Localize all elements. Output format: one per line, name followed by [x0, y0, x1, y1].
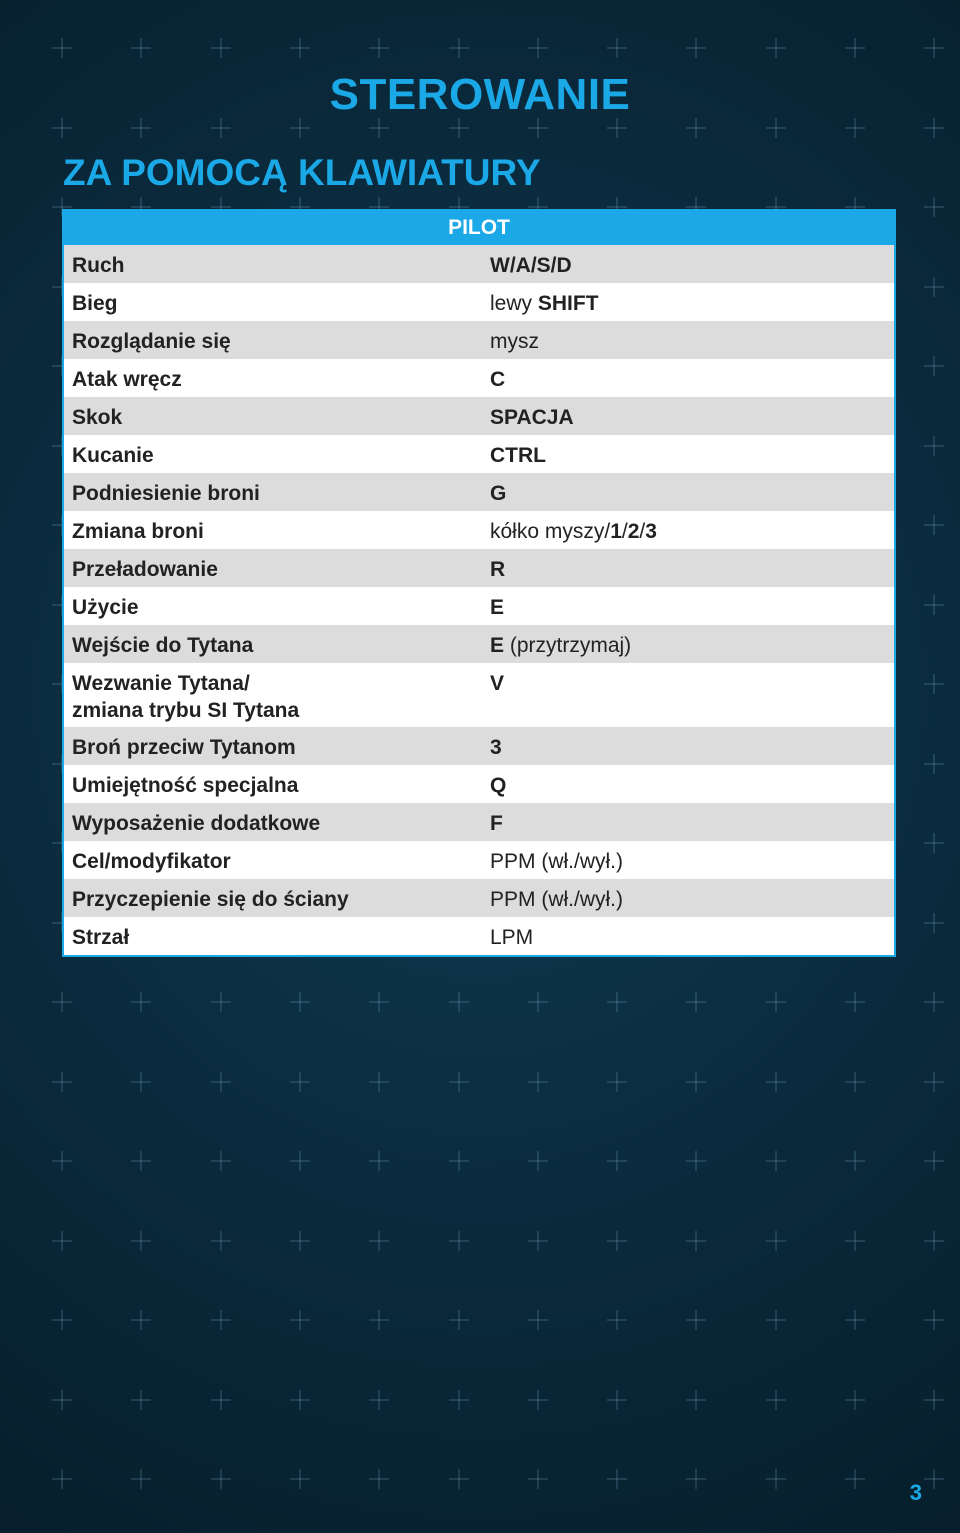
grid-cross-icon — [924, 1072, 944, 1092]
grid-cross-icon — [52, 1310, 72, 1330]
action-label: Skok — [72, 406, 123, 429]
grid-cross-icon — [528, 1072, 548, 1092]
key-binding — [482, 765, 894, 803]
action-label: Cel/modyfikator — [72, 850, 231, 873]
action-label: Przeładowanie — [72, 558, 218, 581]
grid-cross-icon — [449, 1469, 469, 1489]
grid-cross-icon — [290, 1151, 310, 1171]
key-binding-part: kółko myszy/ — [490, 520, 611, 543]
key-binding-part: V — [490, 672, 505, 695]
table-row — [64, 803, 894, 841]
key-binding — [482, 397, 894, 435]
key-binding-part: 2 — [627, 520, 640, 543]
grid-cross-icon — [528, 992, 548, 1012]
action-label: Umiejętność specjalna — [72, 774, 299, 797]
grid-cross-icon — [369, 1390, 389, 1410]
grid-cross-icon — [607, 1310, 627, 1330]
grid-cross-icon — [528, 1151, 548, 1171]
table-row — [64, 879, 894, 917]
grid-cross-icon — [449, 992, 469, 1012]
grid-cross-icon — [766, 992, 786, 1012]
table-row — [64, 765, 894, 803]
grid-cross-icon — [369, 1072, 389, 1092]
grid-cross-icon — [607, 1072, 627, 1092]
grid-cross-icon — [924, 1151, 944, 1171]
grid-cross-icon — [924, 1231, 944, 1251]
grid-cross-icon — [449, 38, 469, 58]
grid-cross-icon — [845, 1072, 865, 1092]
grid-cross-icon — [52, 1469, 72, 1489]
grid-cross-icon — [449, 1390, 469, 1410]
grid-cross-icon — [131, 1151, 151, 1171]
key-binding-part: G — [490, 482, 507, 505]
table-header: PILOT — [64, 211, 894, 245]
grid-cross-icon — [369, 1151, 389, 1171]
table-row — [64, 397, 894, 435]
grid-cross-icon — [766, 1310, 786, 1330]
key-binding — [482, 587, 894, 625]
grid-cross-icon — [924, 754, 944, 774]
table-body — [64, 245, 894, 955]
grid-cross-icon — [131, 1390, 151, 1410]
grid-cross-icon — [607, 118, 627, 138]
key-binding — [482, 283, 894, 321]
grid-cross-icon — [845, 118, 865, 138]
table-row — [64, 435, 894, 473]
grid-cross-icon — [211, 1310, 231, 1330]
table-row — [64, 587, 894, 625]
table-row — [64, 473, 894, 511]
grid-cross-icon — [766, 1072, 786, 1092]
action-label: Podniesienie broni — [72, 482, 260, 505]
grid-cross-icon — [845, 1151, 865, 1171]
grid-cross-icon — [607, 38, 627, 58]
key-binding — [482, 435, 894, 473]
table-row — [64, 917, 894, 955]
grid-cross-icon — [211, 1151, 231, 1171]
grid-cross-icon — [528, 1469, 548, 1489]
key-binding-part: SPACJA — [490, 406, 574, 429]
key-binding-part: PPM (wł./wył.) — [490, 888, 623, 911]
action-label: Bieg — [72, 292, 118, 315]
grid-cross-icon — [52, 38, 72, 58]
action-label: Rozglądanie się — [72, 330, 231, 353]
grid-cross-icon — [686, 118, 706, 138]
key-binding-part: 1 — [610, 520, 622, 543]
grid-cross-icon — [607, 1231, 627, 1251]
grid-cross-icon — [52, 1151, 72, 1171]
key-binding — [482, 841, 894, 879]
grid-cross-icon — [449, 1151, 469, 1171]
grid-cross-icon — [131, 1469, 151, 1489]
table-row — [64, 245, 894, 283]
action-label: Wezwanie Tytana/ zmiana trybu SI Tytana — [72, 672, 300, 722]
key-binding — [482, 511, 894, 549]
grid-cross-icon — [211, 1390, 231, 1410]
grid-cross-icon — [766, 1390, 786, 1410]
key-binding — [482, 727, 894, 765]
grid-cross-icon — [290, 1310, 310, 1330]
grid-cross-icon — [766, 1469, 786, 1489]
grid-cross-icon — [211, 1072, 231, 1092]
grid-cross-icon — [607, 1151, 627, 1171]
grid-cross-icon — [924, 1469, 944, 1489]
key-binding-part: LPM — [490, 926, 534, 949]
grid-cross-icon — [845, 1231, 865, 1251]
key-binding-part: CTRL — [490, 444, 546, 467]
action-label: Wyposażenie dodatkowe — [72, 812, 321, 835]
grid-cross-icon — [607, 992, 627, 1012]
grid-cross-icon — [924, 197, 944, 217]
key-binding-part: 3 — [490, 736, 502, 759]
grid-cross-icon — [290, 1072, 310, 1092]
grid-cross-icon — [449, 1072, 469, 1092]
action-label: Użycie — [72, 596, 139, 619]
grid-cross-icon — [290, 1390, 310, 1410]
grid-cross-icon — [924, 118, 944, 138]
grid-cross-icon — [131, 992, 151, 1012]
action-label: Ruch — [72, 254, 125, 277]
grid-cross-icon — [211, 1231, 231, 1251]
table-row — [64, 625, 894, 663]
grid-cross-icon — [528, 1231, 548, 1251]
grid-cross-icon — [686, 1231, 706, 1251]
grid-cross-icon — [52, 1390, 72, 1410]
grid-cross-icon — [131, 1231, 151, 1251]
table-row — [64, 321, 894, 359]
controls-table — [62, 209, 896, 957]
table-row — [64, 549, 894, 587]
grid-cross-icon — [845, 992, 865, 1012]
key-binding — [482, 245, 894, 283]
grid-cross-icon — [766, 1151, 786, 1171]
grid-cross-icon — [528, 118, 548, 138]
grid-cross-icon — [766, 38, 786, 58]
grid-cross-icon — [924, 913, 944, 933]
grid-cross-icon — [211, 1469, 231, 1489]
key-binding-part: lewy — [490, 292, 538, 315]
grid-cross-icon — [449, 118, 469, 138]
grid-cross-icon — [924, 38, 944, 58]
key-binding-part: C — [490, 368, 506, 391]
action-label: Wejście do Tytana — [72, 634, 254, 657]
grid-cross-icon — [845, 1469, 865, 1489]
grid-cross-icon — [290, 1231, 310, 1251]
key-binding — [482, 473, 894, 511]
key-binding-part: (przytrzymaj) — [504, 634, 632, 657]
key-binding-part: 3 — [645, 520, 657, 543]
grid-cross-icon — [924, 436, 944, 456]
key-binding-part: SHIFT — [537, 292, 599, 315]
grid-cross-icon — [449, 1231, 469, 1251]
grid-cross-icon — [131, 118, 151, 138]
key-binding-part: E — [490, 634, 505, 657]
grid-cross-icon — [686, 992, 706, 1012]
grid-cross-icon — [924, 1310, 944, 1330]
page-number: 3 — [909, 1480, 922, 1505]
key-binding-part: / — [639, 520, 646, 543]
key-binding — [482, 549, 894, 587]
grid-cross-icon — [924, 356, 944, 376]
grid-cross-icon — [686, 1469, 706, 1489]
grid-cross-icon — [528, 1310, 548, 1330]
table-row — [64, 727, 894, 765]
grid-cross-icon — [528, 1390, 548, 1410]
grid-cross-icon — [211, 118, 231, 138]
key-binding-part: Q — [490, 774, 507, 797]
grid-cross-icon — [766, 118, 786, 138]
grid-cross-icon — [528, 38, 548, 58]
key-binding — [482, 625, 894, 663]
action-label: Atak wręcz — [72, 368, 182, 391]
grid-cross-icon — [52, 118, 72, 138]
grid-cross-icon — [845, 1310, 865, 1330]
key-binding-part: / — [621, 520, 628, 543]
grid-cross-icon — [290, 118, 310, 138]
grid-cross-icon — [686, 1072, 706, 1092]
grid-cross-icon — [766, 1231, 786, 1251]
table-row — [64, 511, 894, 549]
grid-cross-icon — [686, 1310, 706, 1330]
key-binding — [482, 321, 894, 359]
action-label: Przyczepienie się do ściany — [72, 888, 349, 911]
key-binding — [482, 879, 894, 917]
grid-cross-icon — [211, 992, 231, 1012]
key-binding-part: mysz — [490, 330, 539, 353]
grid-cross-icon — [845, 38, 865, 58]
table-row — [64, 283, 894, 321]
grid-cross-icon — [449, 1310, 469, 1330]
grid-cross-icon — [52, 1231, 72, 1251]
grid-cross-icon — [52, 1072, 72, 1092]
grid-cross-icon — [686, 1151, 706, 1171]
action-label: Broń przeciw Tytanom — [72, 736, 296, 759]
grid-cross-icon — [369, 38, 389, 58]
grid-cross-icon — [607, 1469, 627, 1489]
grid-cross-icon — [131, 38, 151, 58]
grid-cross-icon — [290, 992, 310, 1012]
grid-cross-icon — [369, 1231, 389, 1251]
grid-cross-icon — [290, 38, 310, 58]
grid-cross-icon — [686, 1390, 706, 1410]
grid-cross-icon — [924, 277, 944, 297]
grid-cross-icon — [211, 38, 231, 58]
table-row — [64, 359, 894, 397]
grid-cross-icon — [924, 1390, 944, 1410]
grid-cross-icon — [52, 992, 72, 1012]
key-binding — [482, 917, 894, 955]
grid-cross-icon — [369, 992, 389, 1012]
grid-cross-icon — [131, 1310, 151, 1330]
table-row — [64, 841, 894, 879]
key-binding — [482, 359, 894, 397]
grid-cross-icon — [369, 1469, 389, 1489]
grid-cross-icon — [607, 1390, 627, 1410]
grid-cross-icon — [369, 118, 389, 138]
section-subtitle: ZA POMOCĄ KLAWIATURY — [63, 152, 541, 193]
key-binding-part: E — [490, 596, 505, 619]
grid-cross-icon — [924, 992, 944, 1012]
key-binding — [482, 803, 894, 841]
grid-cross-icon — [924, 674, 944, 694]
grid-cross-icon — [369, 1310, 389, 1330]
key-binding-part: F — [490, 812, 503, 835]
action-label: Kucanie — [72, 444, 154, 467]
grid-cross-icon — [924, 595, 944, 615]
key-binding-part: R — [490, 558, 506, 581]
page-title: STEROWANIE — [329, 70, 631, 119]
action-label: Strzał — [72, 926, 130, 949]
grid-cross-icon — [845, 1390, 865, 1410]
key-binding-part: PPM (wł./wył.) — [490, 850, 623, 873]
grid-cross-icon — [924, 833, 944, 853]
key-binding-part: W/A/S/D — [490, 254, 572, 277]
grid-cross-icon — [131, 1072, 151, 1092]
table-row — [64, 663, 894, 727]
key-binding — [482, 663, 894, 727]
grid-cross-icon — [924, 515, 944, 535]
action-label: Zmiana broni — [72, 520, 204, 543]
grid-cross-icon — [290, 1469, 310, 1489]
grid-cross-icon — [686, 38, 706, 58]
